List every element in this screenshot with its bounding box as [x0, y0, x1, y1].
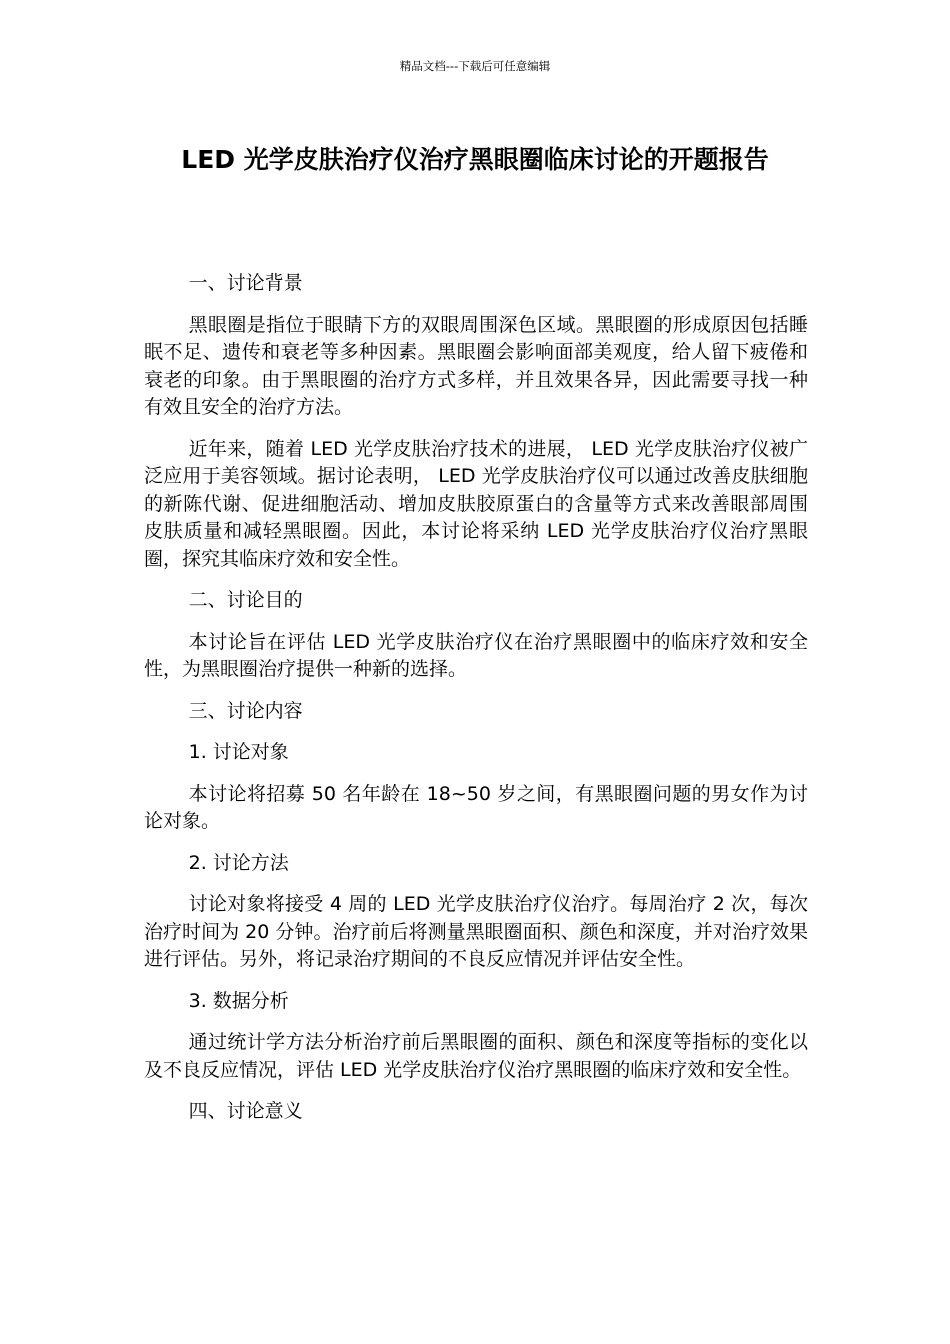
section-heading-content: 三、讨论内容 — [188, 699, 303, 722]
document-title: LED 光学皮肤治疗仪治疗黑眼圈临床讨论的开题报告 — [181, 145, 769, 174]
document-body — [144, 270, 808, 1140]
section-heading-background: 一、讨论背景 — [188, 272, 303, 294]
page-header: 精品文档---下载后可任意编辑 — [399, 59, 551, 73]
subheading-methods: 2. 讨论方法 — [188, 851, 289, 874]
subheading-data-analysis: 3. 数据分析 — [188, 989, 289, 1012]
paragraph-purpose: 本讨论旨在评估 LED 光学皮肤治疗仪在治疗黑眼圈中的临床疗效和安全性，为黑眼圈治疗提供一种新的选择。 — [144, 630, 808, 680]
paragraph-subjects: 本讨论将招募 50 名年龄在 18~50 岁之间，有黑眼圈问题的男女作为讨论对象。 — [144, 782, 808, 832]
paragraph-methods: 讨论对象将接受 4 周的 LED 光学皮肤治疗仪治疗。每周治疗 2 次，每次治疗时间为 20 分钟。治疗前后将测量黑眼圈面积、颜色和深度，并对治疗效果进行评估。另外，将记录治疗期间的不良反应情况并评估安全性。 — [144, 893, 808, 970]
paragraph-background-1: 黑眼圈是指位于眼睛下方的双眼周围深色区域。黑眼圈的形成原因包括睡眠不足、遗传和衰老等多种因素。黑眼圈会影响面部美观度，给人留下疲倦和衰老的印象。由于黑眼圈的治疗方式多样，并且效果各异，因此需要寻找一种有效且安全的治疗方法。 — [144, 313, 808, 418]
paragraph-data-analysis: 通过统计学方法分析治疗前后黑眼圈的面积、颜色和深度等指标的变化以及不良反应情况，评估 LED 光学皮肤治疗仪治疗黑眼圈的临床疗效和安全性。 — [144, 1031, 808, 1081]
section-heading-purpose: 二、讨论目的 — [188, 589, 303, 611]
paragraph-background-2: 近年来，随着 LED 光学皮肤治疗技术的进展， LED 光学皮肤治疗仪被广泛应用于美容领域。据讨论表明， LED 光学皮肤治疗仪可以通过改善皮肤细胞的新陈代谢、促进细胞活动、增加皮肤胶原蛋白的含量等方式来改善眼部周围皮肤质量和减轻黑眼圈。因此，本讨论将采纳 LED 光学皮肤治疗仪治疗黑眼圈，探究其临床疗效和安全性。 — [144, 437, 808, 570]
subheading-subjects: 1. 讨论对象 — [188, 741, 289, 763]
section-heading-significance: 四、讨论意义 — [188, 1100, 303, 1122]
